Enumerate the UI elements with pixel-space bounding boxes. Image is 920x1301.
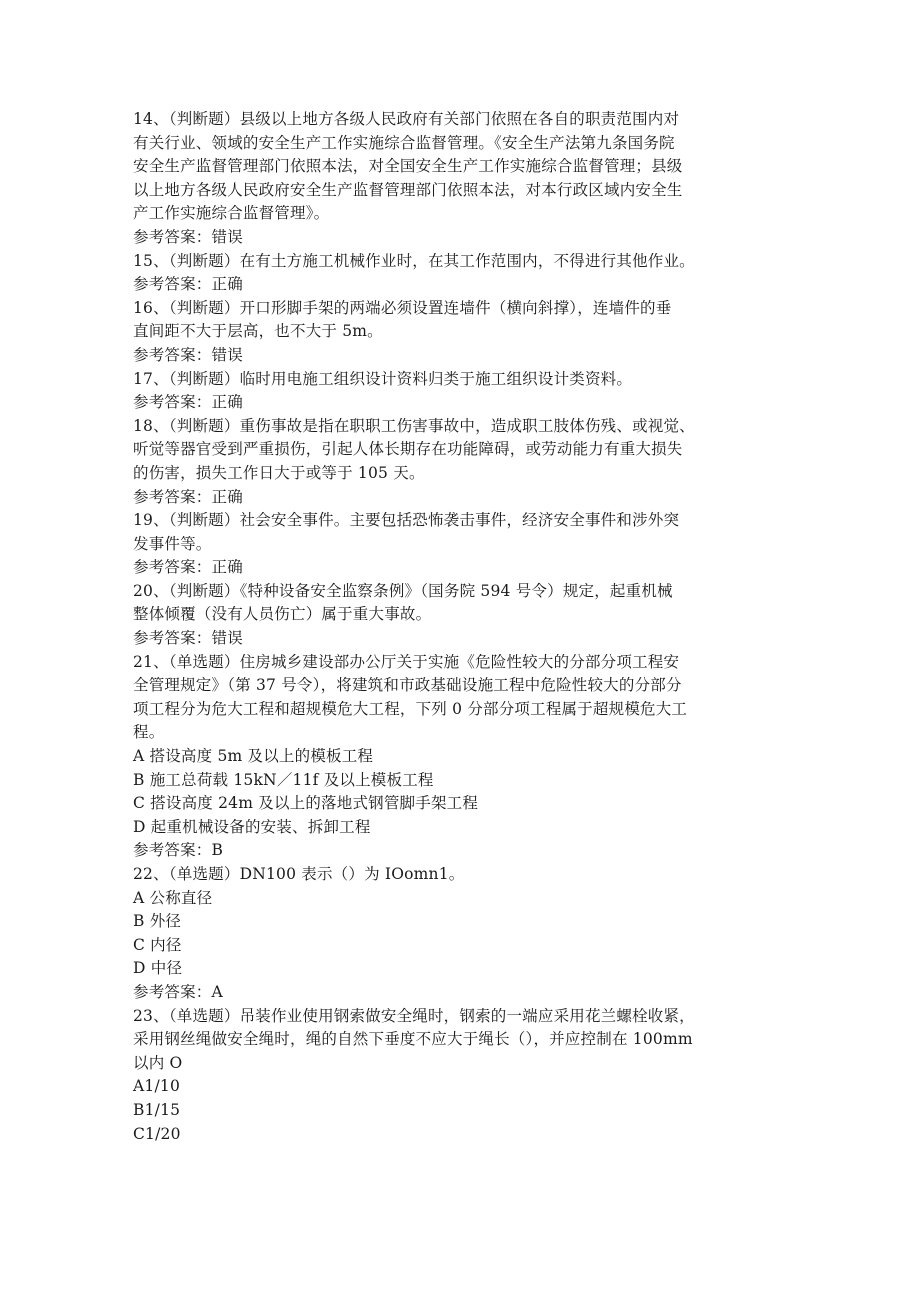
q14-line-4: 以上地方各级人民政府安全生产监督管理部门依照本法，对本行政区域内安全生: [133, 180, 683, 199]
q21-line-2: 全管理规定》（第 37 号令），将建筑和市政基础设施工程中危险性较大的分部分: [133, 676, 682, 695]
q20-line-1: 20、（判断题）《特种设备安全监察条例》（国务院 594 号令）规定，起重机械: [133, 581, 673, 600]
q22-option-d: D 中径: [133, 959, 183, 978]
q23-option-c: C1/20: [133, 1124, 181, 1143]
q20-line-2: 整体倾覆（没有人员伤亡）属于重大事故。: [133, 605, 432, 624]
q23-option-b: B1/15: [133, 1100, 181, 1119]
q22-option-a: A 公称直径: [133, 888, 213, 907]
q22-option-b: B 外径: [133, 912, 182, 931]
q15-answer: 参考答案：正确: [133, 275, 243, 294]
q21-option-d: D 起重机械设备的安装、拆卸工程: [133, 817, 371, 836]
q19-line-2: 发事件等。: [133, 534, 212, 553]
q23-option-a: A1/10: [133, 1077, 181, 1096]
q17-line-1: 17、（判断题）临时用电施工组织设计资料归类于施工组织设计类资料。: [133, 369, 633, 388]
q17-answer: 参考答案：正确: [133, 393, 243, 412]
q19-line-1: 19、（判断题）社会安全事件。主要包括恐怖袭击事件，经济安全事件和涉外突: [133, 511, 680, 530]
q18-line-3: 的伤害，损失工作日大于或等于 105 天。: [133, 463, 425, 482]
q14-line-2: 有关行业、领域的安全生产工作实施综合监督管理。《安全生产法第九条国务院: [133, 133, 675, 152]
q22-answer: 参考答案：A: [133, 982, 223, 1001]
q16-line-1: 16、（判断题）开口形脚手架的两端必须设置连墙件（横向斜撑），连墙件的垂: [133, 298, 672, 317]
q15-line-1: 15、（判断题）在有土方施工机械作业时，在其工作范围内，不得进行其他作业。: [133, 251, 695, 270]
q14-line-3: 安全生产监督管理部门依照本法，对全国安全生产工作实施综合监督管理；县级: [133, 157, 683, 176]
q14-line-1: 14、（判断题）县级以上地方各级人民政府有关部门依照在各自的职责范围内对: [133, 110, 680, 128]
q21-option-a: A 搭设高度 5m 及以上的模板工程: [133, 747, 374, 766]
q21-line-3: 项工程分为危大工程和超规模危大工程，下列 0 分部分项工程属于超规模危大工: [133, 699, 688, 718]
q19-answer: 参考答案：正确: [133, 558, 243, 577]
q18-line-1: 18、（判断题）重伤事故是指在职职工伤害事故中，造成职工肢体伤残、或视觉、: [133, 416, 695, 435]
q14-answer: 参考答案：错误: [133, 227, 243, 246]
q16-answer: 参考答案：错误: [133, 345, 243, 364]
q23-line-1: 23、（单选题）吊装作业使用钢索做安全绳时，钢索的一端应采用花兰螺栓收紧，: [133, 1006, 695, 1025]
q22-line-1: 22、（单选题）DN100 表示（）为 IOomn1。: [133, 865, 465, 883]
q16-line-2: 直间距不大于层高，也不大于 5m。: [133, 322, 383, 341]
q18-line-2: 听觉等器官受到严重损伤，引起人体长期存在功能障碍，或劳动能力有重大损失: [133, 440, 683, 459]
q20-answer: 参考答案：错误: [133, 629, 243, 648]
q14-line-5: 产工作实施综合监督管理》。: [133, 204, 330, 223]
q22-option-c: C 内径: [133, 935, 182, 954]
q21-line-1: 21、（单选题）住房城乡建设部办公厅关于实施《危险性较大的分部分项工程安: [133, 652, 680, 671]
q21-answer: 参考答案：B: [133, 841, 224, 860]
document-page: [133, 108, 803, 1146]
q18-answer: 参考答案：正确: [133, 487, 243, 506]
q21-line-4: 程。: [133, 723, 165, 742]
q23-line-2: 采用钢丝绳做安全绳时，绳的自然下垂度不应大于绳长（），并应控制在 100mm: [133, 1030, 693, 1049]
q23-line-3: 以内 O: [133, 1053, 183, 1072]
q21-option-c: C 搭设高度 24m 及以上的落地式钢管脚手架工程: [133, 794, 479, 813]
q21-option-b: B 施工总荷载 15kN／11f 及以上模板工程: [133, 770, 434, 789]
